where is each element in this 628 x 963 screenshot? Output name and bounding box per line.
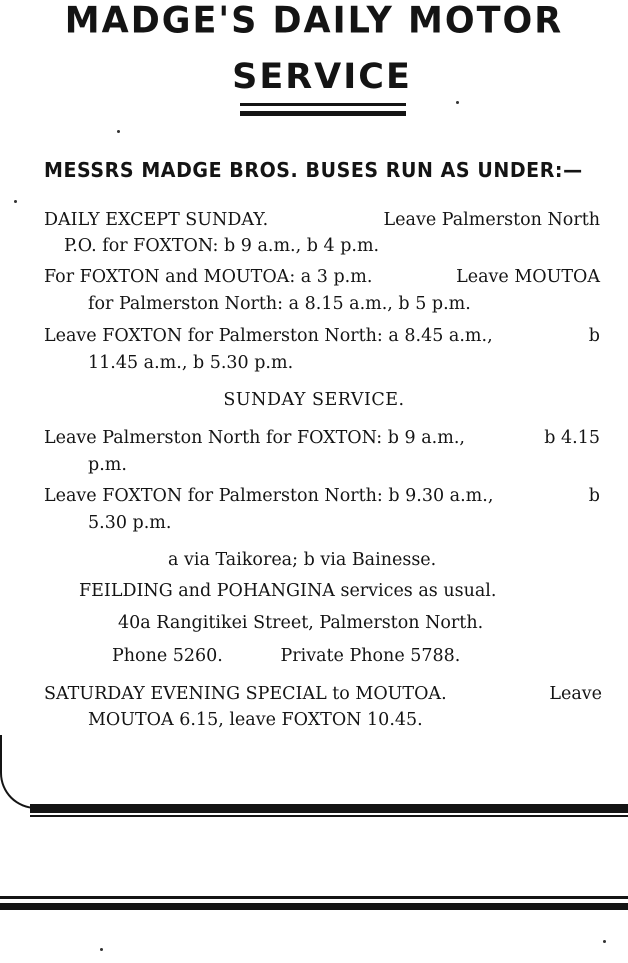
- saturday-line-2: MOUTOA 6.15, leave FOXTON 10.45.: [88, 710, 423, 730]
- sunday-line-2: p.m.: [88, 455, 127, 475]
- weekday-line-5: [44, 323, 600, 349]
- advert-subtitle: MESSRS MADGE BROS. BUSES RUN AS UNDER:—: [44, 158, 583, 182]
- heading-rule-thick: [240, 111, 406, 116]
- page-rule-thick: [0, 903, 628, 910]
- via-note: a via Taikorea; b via Bainesse.: [168, 550, 437, 570]
- sunday-line-1: [44, 425, 600, 451]
- advert-service-heading: SERVICE: [232, 57, 412, 97]
- private-phone-number: Private Phone 5788.: [280, 646, 461, 666]
- sunday-line-3-left: Leave FOXTON for Palmerston North: b 9.30 a.m.,: [44, 486, 494, 506]
- other-services-note: FEILDING and POHANGINA services as usual.: [79, 581, 497, 601]
- bottom-rule-thin: [30, 815, 628, 817]
- print-speck: [456, 101, 459, 104]
- sunday-line-3: [44, 483, 600, 509]
- saturday-line-1-left: SATURDAY EVENING SPECIAL to MOUTOA.: [44, 684, 447, 704]
- page-rule-thin: [0, 896, 628, 899]
- print-speck: [117, 130, 120, 133]
- weekday-line-1: [44, 207, 600, 233]
- weekday-line-2: P.O. for FOXTON: b 9 a.m., b 4 p.m.: [64, 236, 380, 256]
- weekday-line-3-right: Leave MOUTOA: [456, 267, 600, 287]
- weekday-line-1-right: Leave Palmerston North: [383, 210, 600, 230]
- sunday-line-1-left: Leave Palmerston North for FOXTON: b 9 a.m.,: [44, 428, 465, 448]
- print-speck: [603, 940, 606, 943]
- heading-rule-thin: [240, 103, 406, 106]
- weekday-line-1-left: DAILY EXCEPT SUNDAY.: [44, 210, 269, 230]
- weekday-line-4: for Palmerston North: a 8.15 a.m., b 5 p.m.: [88, 294, 471, 314]
- print-speck: [14, 200, 17, 203]
- weekday-line-3: [44, 264, 600, 290]
- weekday-line-5-right: b: [588, 326, 600, 346]
- address-line: 40a Rangitikei Street, Palmerston North.: [118, 613, 484, 633]
- sunday-line-1-right: b 4.15: [544, 428, 600, 448]
- sunday-line-3-right: b: [588, 486, 600, 506]
- advert-title: MADGE'S DAILY MOTOR: [64, 0, 564, 43]
- frame-corner: [0, 735, 38, 809]
- phone-number: Phone 5260.: [112, 646, 223, 666]
- weekday-line-5-left: Leave FOXTON for Palmerston North: a 8.45 a.m.,: [44, 326, 493, 346]
- sunday-line-4: 5.30 p.m.: [88, 513, 172, 533]
- weekday-line-6: 11.45 a.m., b 5.30 p.m.: [88, 353, 294, 373]
- saturday-line-1-right: Leave: [549, 684, 602, 704]
- bottom-rule-thick: [30, 804, 628, 813]
- phone-line: [112, 643, 460, 669]
- saturday-line-1: [44, 681, 602, 707]
- sunday-heading: SUNDAY SERVICE.: [223, 390, 405, 410]
- weekday-line-3-left: For FOXTON and MOUTOA: a 3 p.m.: [44, 267, 373, 287]
- print-speck: [100, 948, 103, 951]
